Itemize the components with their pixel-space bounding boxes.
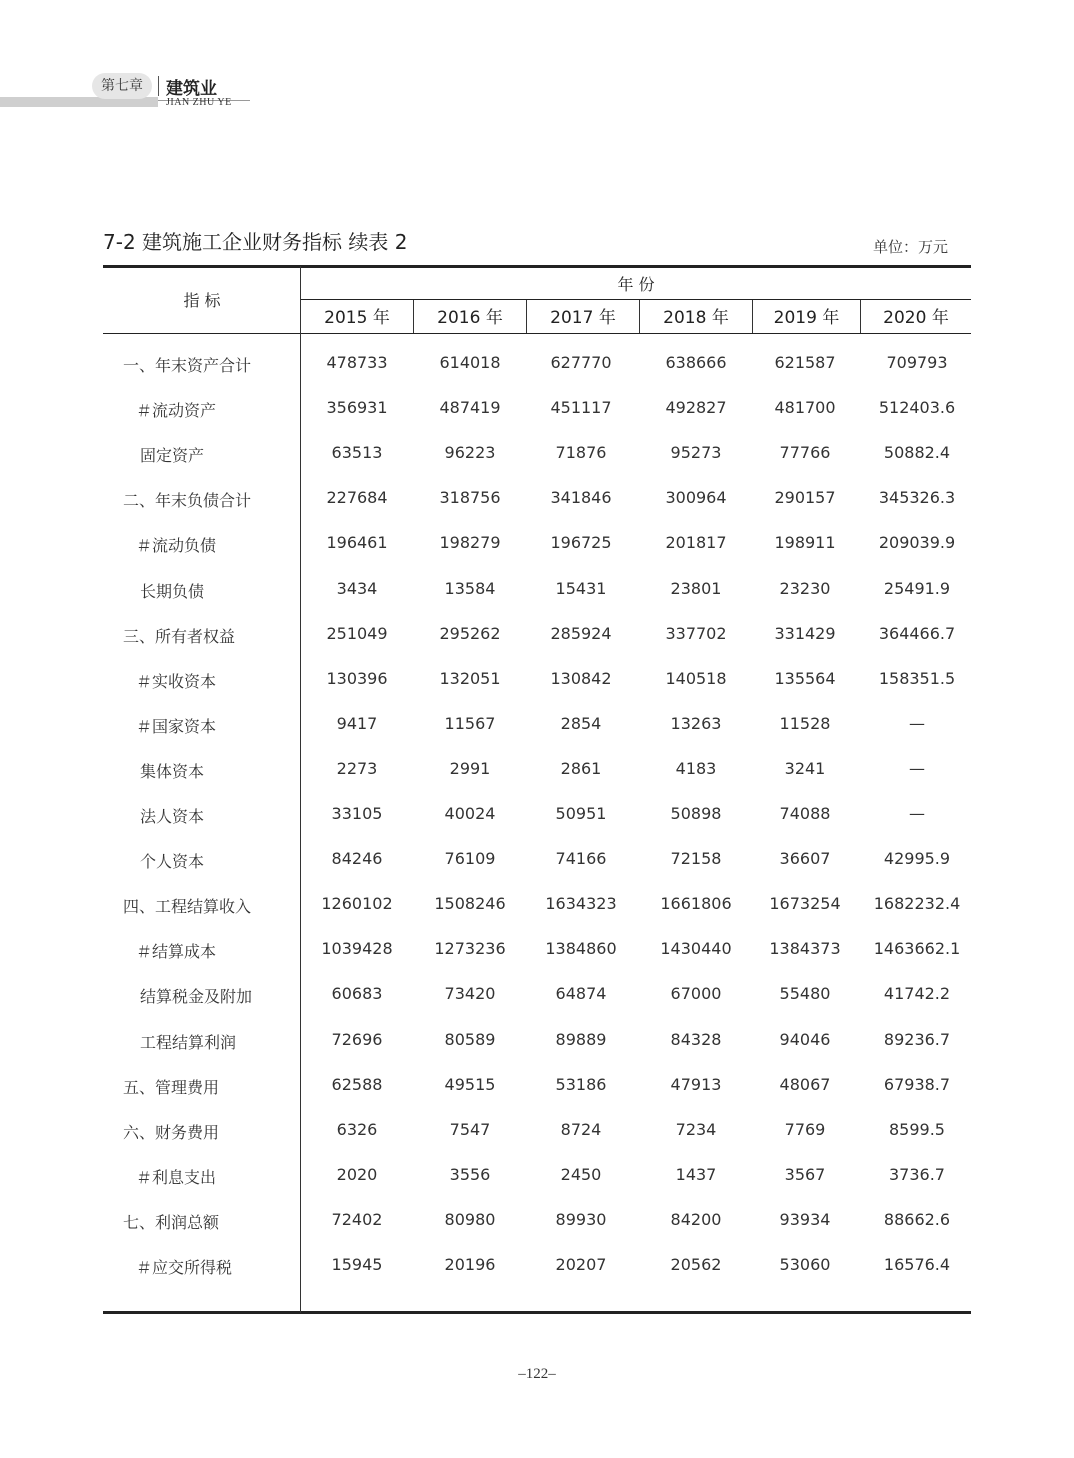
row-value: 50898 (670, 804, 722, 823)
row-value: 492827 (665, 398, 727, 417)
table-row (0, 353, 1074, 398)
row-value: 36607 (779, 849, 831, 868)
row-value: 8599.5 (889, 1120, 945, 1139)
row-value: 96223 (444, 443, 496, 462)
table-row (0, 1075, 1074, 1120)
row-value: 300964 (665, 488, 727, 507)
table-row (0, 984, 1074, 1029)
table-row (0, 849, 1074, 894)
row-value: 20562 (670, 1255, 722, 1274)
row-value: 49515 (444, 1075, 496, 1094)
row-value: — (909, 714, 925, 733)
row-label: 法人资本 (140, 807, 205, 826)
row-value: 11528 (779, 714, 831, 733)
row-value: 364466.7 (878, 624, 956, 643)
row-value: 95273 (670, 443, 722, 462)
row-value: 50951 (555, 804, 607, 823)
table-row (0, 488, 1074, 533)
row-value: 1463662.1 (873, 939, 961, 958)
row-label: 四、工程结算收入 (123, 897, 252, 916)
row-value: 74166 (555, 849, 607, 868)
row-value: 50882.4 (883, 443, 951, 462)
row-value: 15431 (555, 579, 607, 598)
row-value: 13263 (670, 714, 722, 733)
year-group-header: 年 份 (617, 275, 655, 294)
row-value: 11567 (444, 714, 496, 733)
row-label: 三、所有者权益 (123, 627, 236, 646)
row-value: 1039428 (321, 939, 393, 958)
row-value: 94046 (779, 1030, 831, 1049)
row-value: 1634323 (545, 894, 617, 913)
row-value: 356931 (326, 398, 388, 417)
row-label: 七、利润总额 (123, 1213, 220, 1232)
row-label: ＃实收资本 (136, 672, 217, 691)
row-value: 47913 (670, 1075, 722, 1094)
row-value: 196461 (326, 533, 388, 552)
row-value: 48067 (779, 1075, 831, 1094)
row-value: 2854 (560, 714, 602, 733)
row-value: 67000 (670, 984, 722, 1003)
row-value: 84200 (670, 1210, 722, 1229)
table-title: 7-2 建筑施工企业财务指标 续表 2 (103, 230, 408, 254)
row-value: 84328 (670, 1030, 722, 1049)
row-label: 六、财务费用 (123, 1123, 220, 1142)
row-value: 201817 (665, 533, 727, 552)
table-row (0, 1255, 1074, 1300)
row-value: 140518 (665, 669, 727, 688)
row-value: 64874 (555, 984, 607, 1003)
table-row (0, 939, 1074, 984)
row-value: 89889 (555, 1030, 607, 1049)
row-value: 132051 (439, 669, 501, 688)
year-header-2015: 2015 年 (324, 308, 390, 328)
row-value: 1508246 (434, 894, 506, 913)
row-value: 198279 (439, 533, 501, 552)
header-separator (158, 76, 159, 96)
row-value: 72158 (670, 849, 722, 868)
row-value: 3567 (784, 1165, 826, 1184)
row-value: 9417 (336, 714, 378, 733)
header-bottom-rule (103, 333, 971, 334)
row-value: 3241 (784, 759, 826, 778)
row-value: 341846 (550, 488, 612, 507)
year-header-2020: 2020 年 (883, 308, 949, 328)
row-value: 2450 (560, 1165, 602, 1184)
page-number: –122– (518, 1366, 556, 1382)
row-value: 20196 (444, 1255, 496, 1274)
year-header-2016: 2016 年 (437, 308, 503, 328)
row-value: 2273 (336, 759, 378, 778)
table-row (0, 398, 1074, 443)
row-value: 6326 (336, 1120, 378, 1139)
table-row (0, 533, 1074, 578)
row-value: 638666 (665, 353, 727, 372)
row-value: 40024 (444, 804, 496, 823)
row-value: 84246 (331, 849, 383, 868)
row-value: 487419 (439, 398, 501, 417)
table-row (0, 624, 1074, 669)
row-value: 158351.5 (878, 669, 956, 688)
row-value: 88662.6 (883, 1210, 951, 1229)
row-value: 295262 (439, 624, 501, 643)
row-value: 71876 (555, 443, 607, 462)
row-value: 198911 (774, 533, 836, 552)
table-row (0, 894, 1074, 939)
row-value: 130396 (326, 669, 388, 688)
row-value: 135564 (774, 669, 836, 688)
row-value: 62588 (331, 1075, 383, 1094)
row-value: 89930 (555, 1210, 607, 1229)
table-row (0, 669, 1074, 714)
table-row (0, 714, 1074, 759)
row-value: 4183 (675, 759, 717, 778)
row-value: 67938.7 (883, 1075, 951, 1094)
table-row (0, 1165, 1074, 1210)
row-label: ＃利息支出 (136, 1168, 217, 1187)
unit-label: 单位：万元 (873, 238, 949, 256)
row-value: 60683 (331, 984, 383, 1003)
row-label: ＃结算成本 (136, 942, 217, 961)
row-value: 1661806 (660, 894, 732, 913)
row-value: 41742.2 (883, 984, 951, 1003)
row-value: 3434 (336, 579, 378, 598)
row-value: 63513 (331, 443, 383, 462)
row-label: 固定资产 (140, 446, 205, 465)
row-label: 一、年末资产合计 (123, 356, 252, 375)
row-label: 集体资本 (140, 762, 205, 781)
row-value: 15945 (331, 1255, 383, 1274)
chapter-badge: 第七章 (92, 73, 152, 99)
row-value: 512403.6 (878, 398, 956, 417)
row-value: 80980 (444, 1210, 496, 1229)
row-value: 196725 (550, 533, 612, 552)
table-row (0, 804, 1074, 849)
table-bottom-rule (103, 1311, 971, 1314)
table-row (0, 443, 1074, 488)
row-value: 614018 (439, 353, 501, 372)
row-value: 481700 (774, 398, 836, 417)
row-value: 77766 (779, 443, 831, 462)
year-header-2018: 2018 年 (663, 308, 729, 328)
row-value: 3736.7 (889, 1165, 945, 1184)
row-value: 76109 (444, 849, 496, 868)
table-row (0, 1030, 1074, 1075)
row-value: 7769 (784, 1120, 826, 1139)
row-value: 16576.4 (883, 1255, 951, 1274)
chapter-title: 建筑业 (166, 79, 217, 99)
row-value: 23801 (670, 579, 722, 598)
table-row (0, 1120, 1074, 1165)
row-value: 7547 (449, 1120, 491, 1139)
row-value: 33105 (331, 804, 383, 823)
row-value: 290157 (774, 488, 836, 507)
row-value: 627770 (550, 353, 612, 372)
row-value: 1384860 (545, 939, 617, 958)
row-value: 345326.3 (878, 488, 956, 507)
table-row (0, 759, 1074, 804)
row-value: 53186 (555, 1075, 607, 1094)
row-value: 8724 (560, 1120, 602, 1139)
row-value: 2861 (560, 759, 602, 778)
table-row (0, 579, 1074, 624)
row-value: 42995.9 (883, 849, 951, 868)
row-value: 478733 (326, 353, 388, 372)
row-label: 二、年末负债合计 (123, 491, 252, 510)
row-label: 工程结算利润 (140, 1033, 237, 1052)
row-value: 3556 (449, 1165, 491, 1184)
row-label: 长期负债 (140, 582, 205, 601)
row-value: 251049 (326, 624, 388, 643)
row-label: ＃国家资本 (136, 717, 217, 736)
row-label: 结算税金及附加 (140, 987, 253, 1006)
year-header-2017: 2017 年 (550, 308, 616, 328)
row-value: 13584 (444, 579, 496, 598)
row-value: 72696 (331, 1030, 383, 1049)
row-value: 331429 (774, 624, 836, 643)
indicator-column-header: 指 标 (183, 291, 221, 310)
row-value: 25491.9 (883, 579, 951, 598)
year-group-rule (301, 299, 971, 300)
row-value: 73420 (444, 984, 496, 1003)
row-value: 20207 (555, 1255, 607, 1274)
row-value: 451117 (550, 398, 612, 417)
row-value: 1430440 (660, 939, 732, 958)
row-value: 2991 (449, 759, 491, 778)
chapter-subtitle: JIAN ZHU YE (166, 97, 232, 108)
row-value: 93934 (779, 1210, 831, 1229)
table-row (0, 1210, 1074, 1255)
row-value: 130842 (550, 669, 612, 688)
row-value: 23230 (779, 579, 831, 598)
row-value: 80589 (444, 1030, 496, 1049)
row-value: 1437 (675, 1165, 717, 1184)
table-top-rule (103, 265, 971, 268)
row-value: 74088 (779, 804, 831, 823)
row-value: 709793 (886, 353, 948, 372)
row-value: — (909, 759, 925, 778)
row-value: 89236.7 (883, 1030, 951, 1049)
year-header-2019: 2019 年 (773, 308, 840, 328)
row-value: 53060 (779, 1255, 831, 1274)
row-value: 285924 (550, 624, 612, 643)
row-value: — (909, 804, 925, 823)
row-value: 55480 (779, 984, 831, 1003)
row-value: 7234 (675, 1120, 717, 1139)
row-value: 227684 (326, 488, 388, 507)
row-value: 209039.9 (878, 533, 956, 552)
row-label: ＃应交所得税 (136, 1258, 233, 1277)
row-value: 1273236 (434, 939, 506, 958)
row-label: ＃流动负债 (136, 536, 217, 555)
row-label: 五、管理费用 (123, 1078, 220, 1097)
row-label: 个人资本 (140, 852, 205, 871)
row-value: 1673254 (769, 894, 841, 913)
row-value: 1384373 (769, 939, 841, 958)
row-value: 1260102 (321, 894, 393, 913)
row-value: 337702 (665, 624, 727, 643)
row-label: ＃流动资产 (136, 401, 217, 420)
row-value: 318756 (439, 488, 501, 507)
row-value: 72402 (331, 1210, 383, 1229)
row-value: 2020 (336, 1165, 378, 1184)
row-value: 1682232.4 (873, 894, 961, 913)
row-value: 621587 (774, 353, 836, 372)
